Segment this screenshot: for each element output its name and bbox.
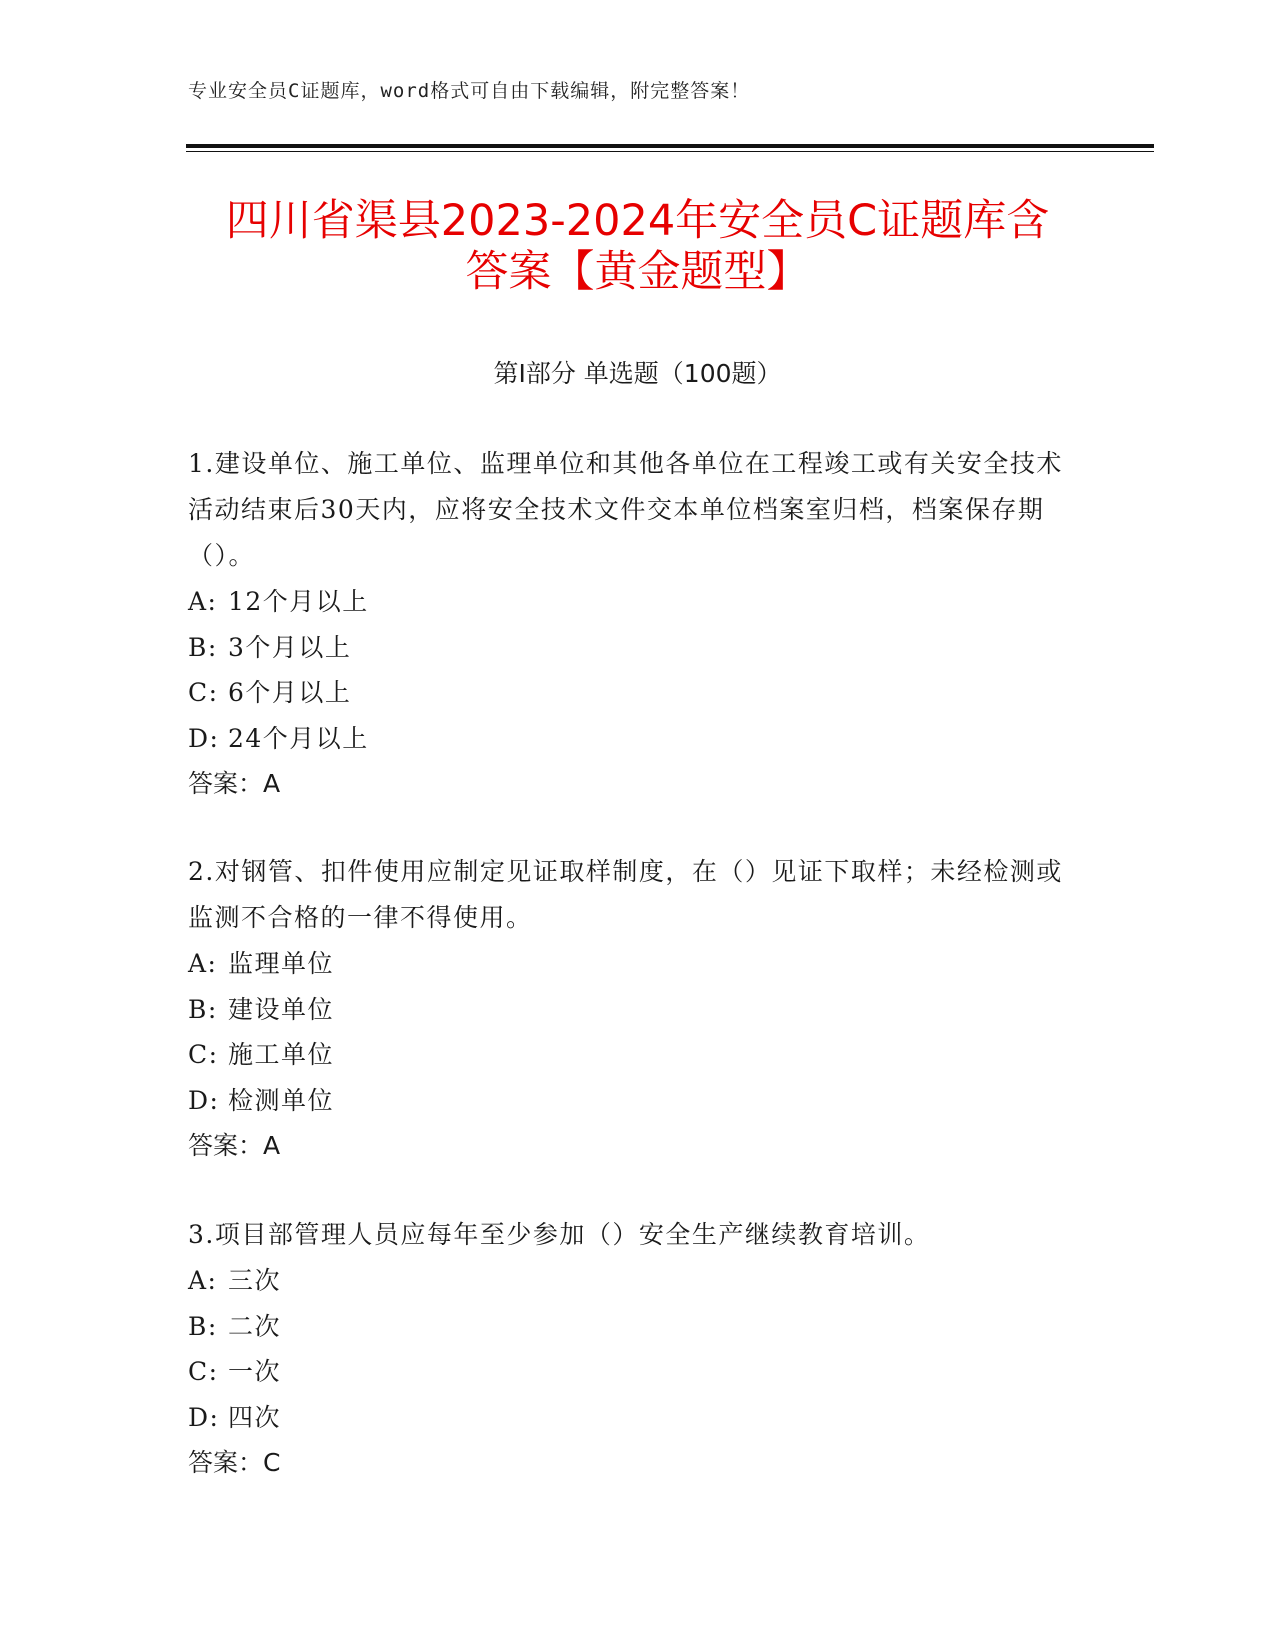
question-block [188,1212,1068,1486]
option-b [188,1304,1068,1350]
answer-line: 答案：A [188,769,281,798]
option-key: D: [188,1085,220,1115]
option-key: D: [188,723,220,753]
option-key: A: [188,587,218,616]
option-text: 三次 [228,1266,282,1295]
question-stem: 3.项目部管理人员应每年至少参加（）安全生产继续教育培训。 [188,1220,931,1249]
option-c [188,1349,1068,1395]
option-key: B: [188,1311,218,1341]
option-a [188,1258,1068,1304]
option-c [188,670,1068,716]
option-key: C: [188,1040,219,1069]
option-text: 建设单位 [228,994,335,1024]
question-stem: 1.建设单位、施工单位、监理单位和其他各单位在工程竣工或有关安全技术活动结束后30天内，应将安全技术文件交本单位档案室归档，档案保存期（）。 [188,449,1063,570]
option-text: 24个月以上 [228,723,369,753]
title-line-2: 答案【黄金题型】 [465,247,810,297]
option-key: D: [188,1402,220,1432]
option-d [188,716,1068,762]
option-d [188,1395,1068,1441]
answer-line: 答案：C [188,1448,281,1477]
option-text: 6个月以上 [228,678,352,707]
question-stem: 2.对钢管、扣件使用应制定见证取样制度，在（）见证下取样；未经检测或监测不合格的一律不得使用。 [188,857,1063,932]
document-title [150,196,1125,298]
option-text: 检测单位 [228,1085,335,1115]
option-text: 12个月以上 [228,587,369,616]
option-c [188,1032,1068,1078]
question-block [188,441,1068,807]
option-key: B: [188,632,218,662]
option-b [188,625,1068,671]
section-heading: 第I部分 单选题（100题） [493,359,782,388]
option-text: 监理单位 [228,949,335,978]
option-text: 四次 [228,1402,282,1432]
header-rule-thin [186,151,1154,152]
option-key: A: [188,949,218,978]
option-a [188,941,1068,987]
answer-line: 答案：A [188,1131,281,1160]
option-text: 3个月以上 [228,632,352,662]
header-note: 专业安全员C证题库，word格式可自由下载编辑，附完整答案！ [188,80,751,102]
option-key: C: [188,678,219,707]
header-rule-thick [186,144,1154,148]
option-b [188,987,1068,1033]
option-text: 一次 [228,1357,282,1386]
option-d [188,1078,1068,1124]
title-line-1: 四川省渠县2023-2024年安全员C证题库含 [225,196,1050,246]
option-key: C: [188,1357,219,1386]
option-key: B: [188,994,218,1024]
question-block [188,849,1068,1169]
option-text: 二次 [228,1311,282,1341]
option-a [188,579,1068,625]
option-text: 施工单位 [228,1040,335,1069]
option-key: A: [188,1266,218,1295]
